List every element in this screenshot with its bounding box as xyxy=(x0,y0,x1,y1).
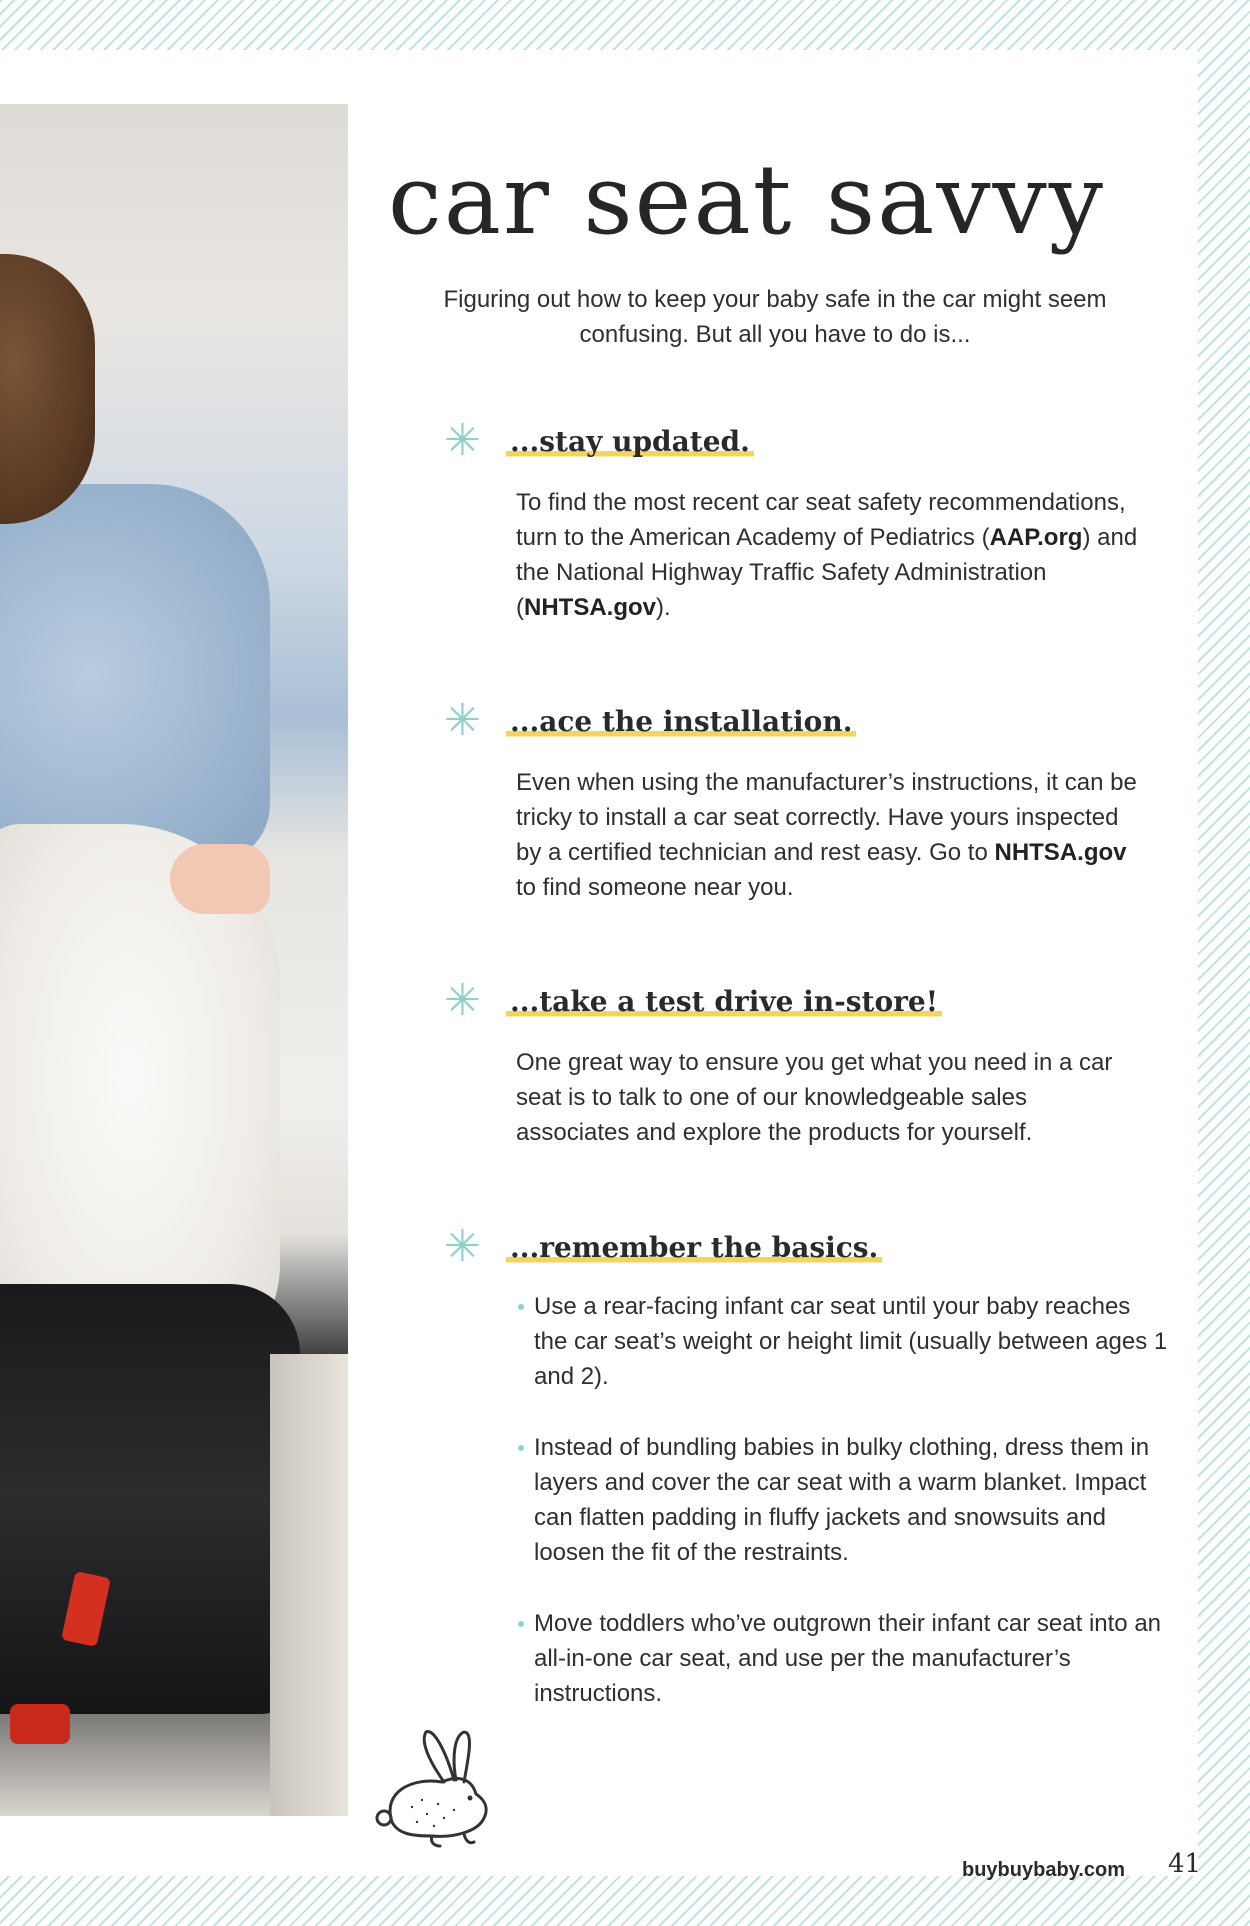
bullet-dot-icon xyxy=(518,1445,524,1451)
parent-shirt xyxy=(0,484,270,864)
basics-list xyxy=(518,1289,1168,1711)
red-buckle xyxy=(10,1704,70,1744)
bullet-dot-icon xyxy=(518,1304,524,1310)
section-heading: ...take a test drive in-store! xyxy=(506,985,942,1020)
asterisk-icon: ✳ xyxy=(444,1222,481,1271)
aap-link-text: AAP.org xyxy=(989,524,1083,551)
page-title: car seat savvy xyxy=(388,144,1106,256)
baby-car-seat-photo xyxy=(0,104,348,1816)
page-number: 41 xyxy=(1168,1849,1202,1879)
section-heading: ...stay updated. xyxy=(506,425,754,460)
intro-text: Figuring out how to keep your baby safe in the car might seem confusing. But all you have to do is... xyxy=(443,286,1107,348)
section-body: Even when using the manufacturer’s instructions, it can be tricky to install a car seat correctly. Have yours inspected by a certified technician and rest easy. Go to NHTSA.gov to find someone near you. xyxy=(516,769,1137,901)
list-item: Use a rear-facing infant car seat until your baby reaches the car seat’s weight or height limit (usually between ages 1 and 2). xyxy=(518,1289,1168,1394)
car-seat-base xyxy=(0,1284,300,1714)
baby-hand xyxy=(170,844,270,914)
section-body: To find the most recent car seat safety recommendations, turn to the American Academy of Pediatrics (AAP.org) and the National Highway Traffic Safety Administration (NHTSA.gov). xyxy=(516,489,1138,621)
section-body: One great way to ensure you get what you need in a car seat is to talk to one of our knowledgeable sales associates and explore the products for yourself. xyxy=(516,1049,1113,1146)
list-item: Instead of bundling babies in bulky clothing, dress them in layers and cover the car seat with a warm blanket. Impact can flatten padding in fluffy jackets and snowsuits and loosen the fit of the restraints. xyxy=(518,1430,1168,1570)
nhtsa-link-text: NHTSA.gov xyxy=(524,594,656,621)
vehicle-seat-edge xyxy=(270,1354,348,1816)
asterisk-icon: ✳ xyxy=(444,976,481,1025)
bullet-dot-icon xyxy=(518,1621,524,1627)
nhtsa-link-text: NHTSA.gov xyxy=(994,839,1127,866)
footer-website: buybuybaby.com xyxy=(962,1859,1125,1881)
list-item: Move toddlers who’ve outgrown their infant car seat into an all-in-one car seat, and use per the manufacturer’s instructions. xyxy=(518,1606,1168,1711)
section-heading: ...ace the installation. xyxy=(506,705,856,740)
asterisk-icon: ✳ xyxy=(444,416,481,465)
bunny-illustration-icon xyxy=(372,1722,512,1852)
asterisk-icon: ✳ xyxy=(444,696,481,745)
section-heading: ...remember the basics. xyxy=(506,1231,882,1266)
